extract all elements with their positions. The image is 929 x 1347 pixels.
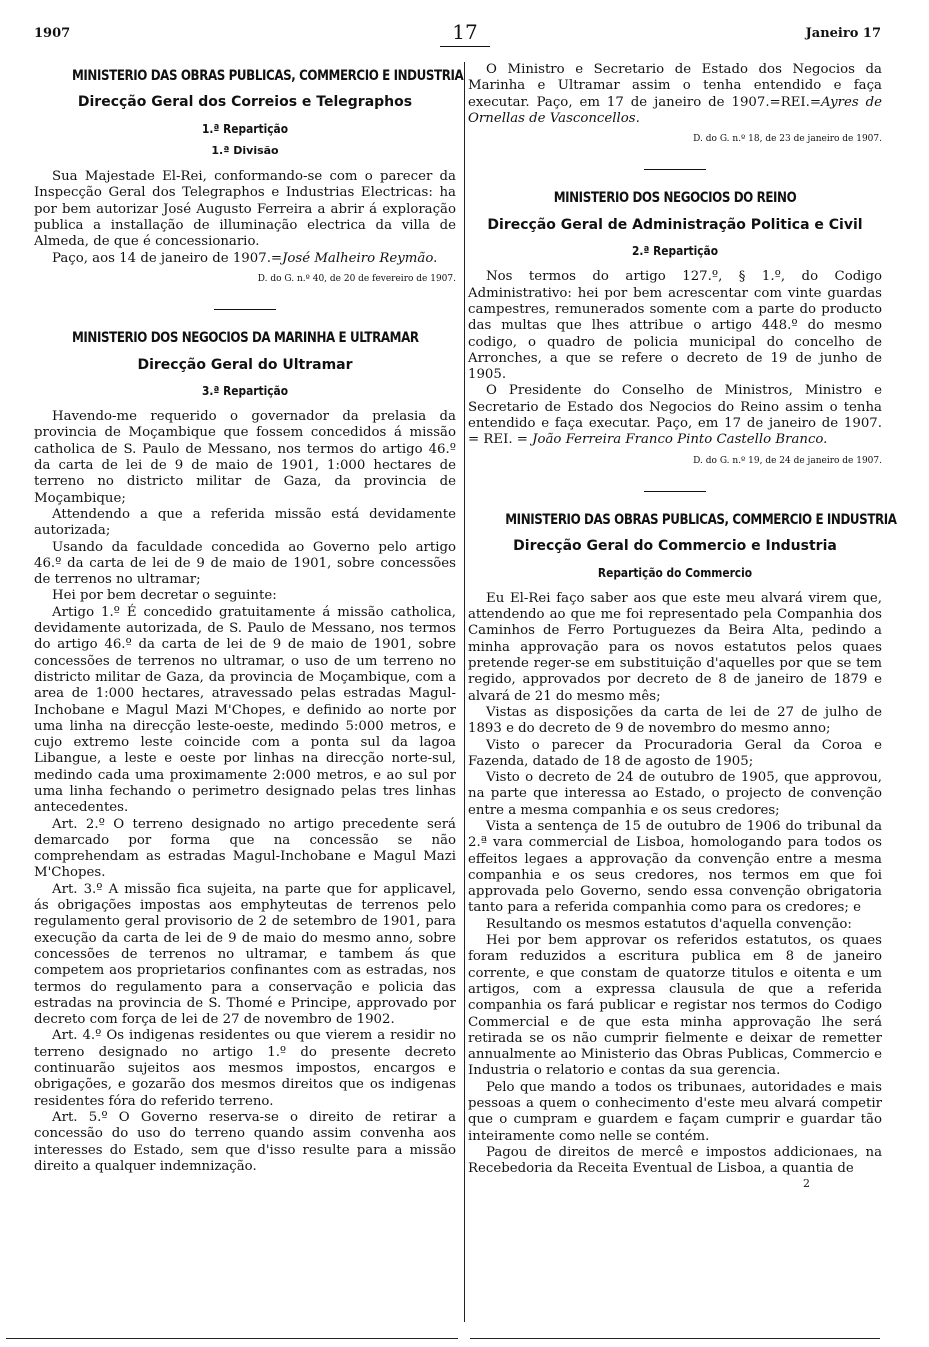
ministry-heading: MINISTERIO DOS NEGOCIOS DA MARINHA E ULTRAMAR [71, 330, 419, 347]
bottom-rule-left [6, 1338, 458, 1339]
paragraph: Nos termos do artigo 127.º, § 1.º, do Codigo Administrativo: hei por bem acrescentar com vinte guardas campestres, remunerados somente com a parte do producto das multas que lhes attribue o artigo 448.º do mesmo codigo, o quadro de policia municipal do concelho de Arronches, a que se refere o decreto de 19 de junho de 1905. [468, 269, 882, 383]
signature-mark: 2 [803, 1176, 810, 1190]
column-divider [464, 62, 465, 1322]
repartition-heading: 1.ª Repartição [201, 120, 289, 136]
paragraph: Art. 3.º A missão fica sujeita, na parte que for applicavel, ás obrigações impostas aos emphyteutas de terrenos pelo regulamento geral provisorio de 2 de setembro de 1901, para execução da carta de lei de 9 de maio do mesmo anno, sobre concessões de terrenos no ultramar, e tambem ás que competem aos proprietarios confinantes com as estradas, nos termos do regulamento para a conservação e policia das estradas na provincia de S. Thomé e Principe, approvado por decreto com força de lei de 27 de novembro de 1902. [34, 881, 456, 1028]
repartition-heading: 3.ª Repartição [201, 382, 289, 398]
paragraph: Visto o parecer da Procuradoria Geral da Coroa e Fazenda, datado de 18 de agosto de 1905; [468, 737, 882, 769]
section-separator [644, 169, 706, 170]
paragraph: Hei por bem decretar o seguinte: [52, 588, 277, 604]
paragraph [468, 62, 882, 127]
ministry-heading: MINISTERIO DOS NEGOCIOS DO REINO [553, 190, 797, 207]
page-number-rule [440, 46, 490, 47]
left-column [34, 62, 464, 1175]
right-column [468, 62, 897, 1192]
header-date: Janeiro 17 [805, 26, 881, 41]
direction-heading: Direcção Geral de Administração Politica e Civil [487, 216, 863, 233]
paragraph: Visto o decreto de 24 de outubro de 1905, que approvou, na parte que interessa ao Estado, o projecto de convenção entre a mesma companhia e os seus credores; [468, 770, 882, 818]
ministry-heading: MINISTERIO DAS OBRAS PUBLICAS, COMMERCIO E INDUSTRIA [505, 511, 897, 528]
ministry-heading: MINISTERIO DAS OBRAS PUBLICAS, COMMERCIO E INDUSTRIA [71, 68, 464, 84]
paragraph: Resultando os mesmos estatutos d'aquella convenção: [486, 916, 852, 932]
paragraph [468, 383, 882, 448]
paragraph [34, 251, 456, 267]
signature: João Ferreira Franco Pinto Castello Branco. [532, 432, 828, 448]
paragraph: Eu El-Rei faço saber aos que este meu alvará virem que, attendendo ao que me foi representado pela Companhia dos Caminhos de Ferro Portuguezes da Beira Alta, pedindo a minha approvação para os novos estatutos pelos quaes pretende reger-se em substituição d'aquelles por que se tem regido, approvados por decreto de 8 de janeiro de 1879 e alvará de 21 do mesmo mês; [468, 590, 882, 704]
direction-heading: Direcção Geral do Commercio e Industria [513, 538, 837, 555]
gazette-reference: D. do G. n.º 40, de 20 de fevereiro de 1907. [257, 273, 456, 284]
paragraph: Art. 4.º Os indigenas residentes ou que vierem a residir no terreno designado no artigo 1.º do presente decreto continuarão sujeitos aos mesmos impostos, encargos e obrigações, e gozarão dos mesmos direitos que os indigenas residentes fóra do referido terreno. [34, 1028, 456, 1109]
paragraph-text: Paço, aos 14 de janeiro de 1907.= [52, 250, 283, 266]
signature: José Malheiro Reymão. [282, 250, 438, 266]
header-year: 1907 [34, 26, 71, 41]
gazette-reference: D. do G. n.º 18, de 23 de janeiro de 1907. [693, 134, 882, 145]
paragraph: Vista a sentença de 15 de outubro de 1906 do tribunal da 2.ª vara commercial de Lisboa, homologando para todos os effeitos legaes a approvação da convenção entre a mesma companhia e os seus credores, nos termos em que foi approvada pelo Governo, sendo essa convenção obrigatoria tanto para a referida companhia como para os credores; e [468, 818, 882, 916]
paragraph: Vistas as disposições da carta de lei de 27 de julho de 1893 e do decreto de 9 de novembro do mesmo anno; [468, 704, 882, 737]
direction-heading: Direcção Geral do Ultramar [137, 356, 353, 373]
paragraph: Sua Majestade El-Rei, conformando-se com o parecer da Inspecção Geral dos Telegraphos e Industrias Electricas: ha por bem autorizar José Augusto Ferreira a abrir á exploração publica a installação de illuminação electrica da villa de Almeda, de que é concessionario. [34, 169, 456, 250]
paragraph: Havendo-me requerido o governador da prelasia da provincia de Moçambique que fossem concedidos á missão catholica de S. Paulo de Messano, nos termos do artigo 46.º da carta de lei de 9 de maio de 1901, 1:000 hectares de terreno no districto militar de Gaza, da provincia de Moçambique; [34, 409, 456, 506]
paragraph-text: O Presidente do Conselho de Ministros, Ministro e Secretario de Estado dos Negocios do Reino assim o tenha entendido e faça executar. Paço, em 17 de janeiro de 1907. = REI. = [468, 383, 882, 448]
paragraph: Pagou de direitos de mercê e impostos addicionaes, na Recebedoria da Receita Eventual de Lisboa, a quantia de [468, 1144, 882, 1177]
division-heading: 1.ª Divisão [211, 143, 279, 157]
signature: Ayres de Ornellas de Vasconcellos. [468, 94, 882, 126]
bottom-rule-right [470, 1338, 880, 1339]
direction-heading: Direcção Geral dos Correios e Telegraphos [77, 94, 413, 111]
paragraph-text: O Ministro e Secretario de Estado dos Negocios da Marinha e Ultramar assim o tenha entendido e faça executar. Paço, em 17 de janeiro de 1907.=REI.= [468, 62, 882, 110]
paragraph: Attendendo a que a referida missão está devidamente autorizada; [34, 506, 456, 539]
section-separator [644, 491, 706, 492]
paragraph: Artigo 1.º É concedido gratuitamente á missão catholica, devidamente autorizada, de S. Paulo de Messano, nos termos do artigo 46.º da carta de lei de 9 de maio de 1901, sobre concessões de terrenos no ultramar, o uso de um terreno no districto militar de Gaza, da provincia de Moçambique, com a area de 1:000 hectares, atravessado pelas estradas Magul-Inchobane e Magul Mazi M'Chopes, e definido ao norte por uma linha na direcção leste-oeste, medindo 5:000 metros, e cujo extremo leste coincide com a ponta sul da lagoa Libangue, a leste e oeste por linhas na direcção norte-sul, medindo cada uma proximamente 2:000 metros, e ao sul por uma linha fechando o perimetro designado pelas tres linhas antecedentes. [34, 604, 456, 816]
paragraph: Art. 2.º O terreno designado no artigo precedente será demarcado por forma que na concessão se não comprehendam as estradas Magul-Inchobane e Magul Mazi M'Chopes. [34, 816, 456, 881]
paragraph: Art. 5.º O Governo reserva-se o direito de retirar a concessão do uso do terreno quando assim convenha aos interesses do Estado, sem que d'isso resulte para a missão direito a qualquer indemnização. [34, 1109, 456, 1174]
paragraph: Usando da faculdade concedida ao Governo pelo artigo 46.º da carta de lei de 9 de maio de 1901, sobre concessões de terrenos no ultramar; [34, 539, 456, 588]
repartition-heading: Repartição do Commercio [597, 564, 753, 580]
section-separator [214, 309, 276, 310]
paragraph: Pelo que mando a todos os tribunaes, autoridades e mais pessoas a quem o conhecimento d'este meu alvará competir que o cumpram e guardem e façam cumprir e guardar tão inteiramente como nelle se contém. [468, 1079, 882, 1144]
page-header [0, 20, 929, 50]
page-number: 17 [452, 20, 478, 44]
paragraph: Hei por bem approvar os referidos estatutos, os quaes foram reduzidos a escritura publica em 8 de janeiro corrente, e que constam de quatorze titulos e oitenta e um artigos, com a expressa clausula de que a referida companhia os fará publicar e registar nos termos do Codigo Commercial e de que esta minha approvação lhe será retirada se os não cumprir fielmente e deixar de remetter annualmente ao Ministerio das Obras Publicas, Commercio e Industria o relatorio e contas da sua gerencia. [468, 933, 882, 1079]
gazette-reference: D. do G. n.º 19, de 24 de janeiro de 1907. [693, 455, 882, 466]
repartition-heading: 2.ª Repartição [631, 243, 719, 259]
